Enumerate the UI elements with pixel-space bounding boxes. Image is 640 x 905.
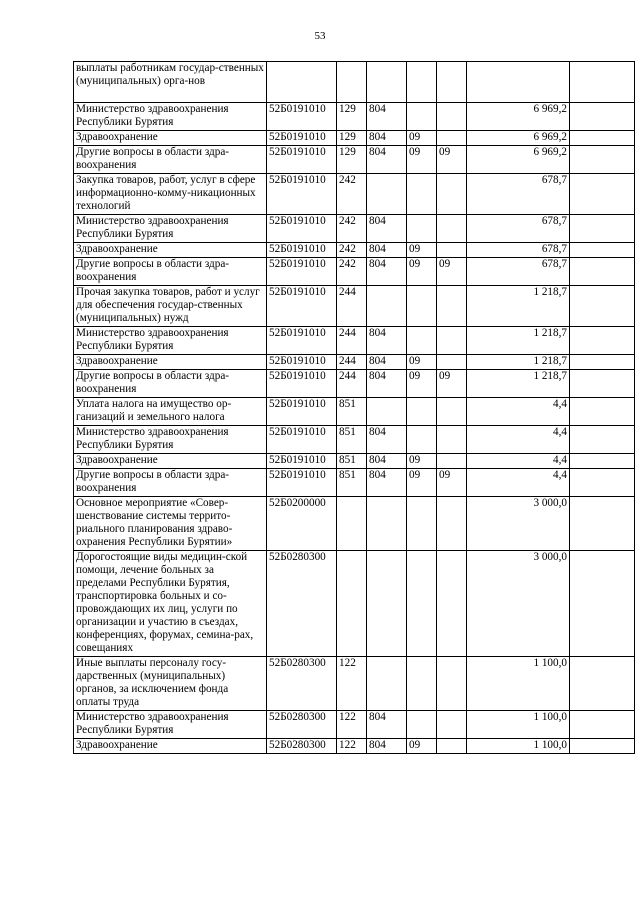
cell-target-article: 52Б0191010: [267, 286, 337, 327]
cell-ministry-code: 804: [367, 243, 407, 258]
cell-target-article: 52Б0191010: [267, 454, 337, 469]
cell-expense-type: [337, 62, 367, 103]
cell-amount: 1 218,7: [467, 327, 570, 355]
table-row: [74, 131, 635, 146]
cell-subsection: [437, 355, 467, 370]
cell-ministry-code: 804: [367, 258, 407, 286]
cell-subsection: [437, 657, 467, 711]
cell-name: Министерство здравоохранения Республики Бурятия: [74, 711, 267, 739]
cell-ministry-code: 804: [367, 146, 407, 174]
cell-ministry-code: 804: [367, 370, 407, 398]
cell-extra: [570, 497, 635, 551]
cell-expense-type: 122: [337, 711, 367, 739]
table-row: [74, 370, 635, 398]
cell-section: 09: [407, 146, 437, 174]
cell-section: [407, 215, 437, 243]
cell-amount: 678,7: [467, 258, 570, 286]
cell-target-article: 52Б0191010: [267, 426, 337, 454]
cell-extra: [570, 657, 635, 711]
cell-ministry-code: 804: [367, 739, 407, 754]
cell-name: Уплата налога на имущество ор-ганизаций и земельного налога: [74, 398, 267, 426]
cell-extra: [570, 286, 635, 327]
cell-section: [407, 327, 437, 355]
cell-expense-type: 851: [337, 398, 367, 426]
cell-amount: 1 218,7: [467, 286, 570, 327]
cell-extra: [570, 739, 635, 754]
cell-name: Министерство здравоохранения Республики Бурятия: [74, 215, 267, 243]
cell-section: 09: [407, 370, 437, 398]
cell-target-article: 52Б0191010: [267, 243, 337, 258]
cell-name: Здравоохранение: [74, 131, 267, 146]
cell-name: Министерство здравоохранения Республики Бурятия: [74, 327, 267, 355]
cell-ministry-code: 804: [367, 215, 407, 243]
cell-subsection: [437, 551, 467, 657]
cell-amount: 1 100,0: [467, 739, 570, 754]
cell-target-article: 52Б0191010: [267, 355, 337, 370]
cell-subsection: 09: [437, 469, 467, 497]
cell-name: Закупка товаров, работ, услуг в сфере информационно-комму-никационных технологий: [74, 174, 267, 215]
cell-subsection: 09: [437, 146, 467, 174]
cell-extra: [570, 370, 635, 398]
cell-amount: 678,7: [467, 215, 570, 243]
cell-target-article: 52Б0191010: [267, 327, 337, 355]
cell-expense-type: 129: [337, 131, 367, 146]
cell-target-article: 52Б0191010: [267, 174, 337, 215]
cell-extra: [570, 258, 635, 286]
cell-target-article: 52Б0191010: [267, 469, 337, 497]
table-row: [74, 215, 635, 243]
cell-section: [407, 551, 437, 657]
cell-amount: [467, 62, 570, 103]
cell-name: Другие вопросы в области здра-воохранения: [74, 370, 267, 398]
cell-amount: 1 218,7: [467, 355, 570, 370]
cell-amount: 678,7: [467, 243, 570, 258]
cell-section: 09: [407, 243, 437, 258]
cell-extra: [570, 62, 635, 103]
cell-expense-type: 129: [337, 146, 367, 174]
cell-section: [407, 711, 437, 739]
cell-subsection: [437, 174, 467, 215]
cell-section: [407, 497, 437, 551]
cell-extra: [570, 146, 635, 174]
cell-amount: 678,7: [467, 174, 570, 215]
cell-expense-type: 242: [337, 243, 367, 258]
cell-amount: 4,4: [467, 454, 570, 469]
cell-ministry-code: [367, 497, 407, 551]
page-number: 53: [314, 30, 326, 42]
cell-subsection: 09: [437, 370, 467, 398]
cell-section: [407, 103, 437, 131]
cell-extra: [570, 243, 635, 258]
table-row: [74, 174, 635, 215]
cell-name: Другие вопросы в области здра-воохранения: [74, 258, 267, 286]
cell-section: [407, 286, 437, 327]
cell-target-article: 52Б0191010: [267, 398, 337, 426]
cell-amount: 1 100,0: [467, 657, 570, 711]
cell-extra: [570, 355, 635, 370]
cell-section: [407, 174, 437, 215]
cell-subsection: [437, 398, 467, 426]
cell-ministry-code: 804: [367, 469, 407, 497]
table-row: [74, 355, 635, 370]
cell-subsection: [437, 62, 467, 103]
cell-ministry-code: [367, 286, 407, 327]
table-row: [74, 739, 635, 754]
cell-expense-type: 122: [337, 739, 367, 754]
cell-expense-type: [337, 497, 367, 551]
cell-name: Дорогостоящие виды медицин-ской помощи, лечение больных за пределами Республики Бурятия, транспортировка больных и со-провождающих их лиц, услуги по организации и участию в съездах, конференциях, форумах, семина-рах, совещаниях: [74, 551, 267, 657]
cell-extra: [570, 469, 635, 497]
table-row: [74, 469, 635, 497]
table-row: [74, 426, 635, 454]
cell-target-article: 52Б0191010: [267, 146, 337, 174]
cell-amount: 3 000,0: [467, 497, 570, 551]
cell-extra: [570, 174, 635, 215]
cell-name: выплаты работникам государ-ственных (муниципальных) орга-нов: [74, 62, 267, 103]
table-row: [74, 243, 635, 258]
cell-section: 09: [407, 739, 437, 754]
cell-ministry-code: [367, 551, 407, 657]
cell-section: [407, 62, 437, 103]
cell-target-article: 52Б0280300: [267, 551, 337, 657]
cell-expense-type: 851: [337, 454, 367, 469]
table-row: [74, 327, 635, 355]
cell-subsection: [437, 215, 467, 243]
cell-section: 09: [407, 469, 437, 497]
cell-expense-type: 129: [337, 103, 367, 131]
cell-section: [407, 426, 437, 454]
table-row: [74, 551, 635, 657]
cell-amount: 3 000,0: [467, 551, 570, 657]
cell-ministry-code: 804: [367, 131, 407, 146]
table-row: [74, 711, 635, 739]
cell-extra: [570, 551, 635, 657]
cell-name: Здравоохранение: [74, 739, 267, 754]
cell-amount: 1 218,7: [467, 370, 570, 398]
table-row: [74, 258, 635, 286]
table-row: [74, 497, 635, 551]
cell-expense-type: 851: [337, 469, 367, 497]
cell-section: 09: [407, 355, 437, 370]
cell-expense-type: 244: [337, 370, 367, 398]
cell-ministry-code: 804: [367, 454, 407, 469]
cell-target-article: [267, 62, 337, 103]
cell-extra: [570, 131, 635, 146]
table-row: [74, 454, 635, 469]
cell-name: Основное мероприятие «Совер-шенствование системы террито-риального планирования здраво-охранения Республики Бурятии»: [74, 497, 267, 551]
table-row: [74, 62, 635, 103]
cell-ministry-code: 804: [367, 327, 407, 355]
cell-expense-type: 244: [337, 327, 367, 355]
budget-table: [73, 61, 635, 754]
cell-extra: [570, 215, 635, 243]
cell-extra: [570, 327, 635, 355]
cell-extra: [570, 454, 635, 469]
budget-table-body: [74, 62, 635, 754]
cell-extra: [570, 103, 635, 131]
cell-amount: 6 969,2: [467, 146, 570, 174]
cell-section: 09: [407, 258, 437, 286]
cell-name: Министерство здравоохранения Республики Бурятия: [74, 426, 267, 454]
table-row: [74, 103, 635, 131]
table-row: [74, 146, 635, 174]
cell-extra: [570, 426, 635, 454]
table-row: [74, 286, 635, 327]
cell-ministry-code: [367, 62, 407, 103]
cell-target-article: 52Б0191010: [267, 215, 337, 243]
cell-amount: 4,4: [467, 426, 570, 454]
cell-subsection: [437, 426, 467, 454]
cell-amount: 4,4: [467, 469, 570, 497]
cell-name: Здравоохранение: [74, 454, 267, 469]
cell-name: Иные выплаты персоналу госу-дарственных (муниципальных) органов, за исключением фонда оплаты труда: [74, 657, 267, 711]
cell-expense-type: 122: [337, 657, 367, 711]
cell-target-article: 52Б0200000: [267, 497, 337, 551]
cell-name: Другие вопросы в области здра-воохранения: [74, 146, 267, 174]
cell-target-article: 52Б0191010: [267, 131, 337, 146]
table-row: [74, 657, 635, 711]
cell-subsection: [437, 243, 467, 258]
cell-subsection: [437, 327, 467, 355]
cell-expense-type: 244: [337, 286, 367, 327]
cell-amount: 1 100,0: [467, 711, 570, 739]
cell-section: 09: [407, 131, 437, 146]
cell-subsection: [437, 286, 467, 327]
cell-target-article: 52Б0280300: [267, 711, 337, 739]
cell-section: [407, 398, 437, 426]
cell-subsection: [437, 711, 467, 739]
cell-target-article: 52Б0191010: [267, 103, 337, 131]
cell-target-article: 52Б0280300: [267, 739, 337, 754]
cell-ministry-code: 804: [367, 355, 407, 370]
cell-section: 09: [407, 454, 437, 469]
cell-extra: [570, 398, 635, 426]
cell-amount: 4,4: [467, 398, 570, 426]
cell-expense-type: 242: [337, 174, 367, 215]
cell-ministry-code: 804: [367, 711, 407, 739]
cell-ministry-code: [367, 398, 407, 426]
cell-ministry-code: [367, 657, 407, 711]
cell-subsection: [437, 497, 467, 551]
cell-expense-type: 242: [337, 215, 367, 243]
cell-subsection: [437, 454, 467, 469]
cell-extra: [570, 711, 635, 739]
cell-expense-type: 851: [337, 426, 367, 454]
cell-expense-type: 242: [337, 258, 367, 286]
cell-name: Здравоохранение: [74, 243, 267, 258]
cell-target-article: 52Б0191010: [267, 370, 337, 398]
table-row: [74, 398, 635, 426]
cell-target-article: 52Б0191010: [267, 258, 337, 286]
cell-expense-type: 244: [337, 355, 367, 370]
cell-name: Здравоохранение: [74, 355, 267, 370]
cell-name: Прочая закупка товаров, работ и услуг для обеспечения государ-ственных (муниципальных) нужд: [74, 286, 267, 327]
cell-subsection: [437, 131, 467, 146]
cell-expense-type: [337, 551, 367, 657]
cell-ministry-code: 804: [367, 426, 407, 454]
cell-section: [407, 657, 437, 711]
cell-name: Другие вопросы в области здра-воохранения: [74, 469, 267, 497]
cell-subsection: [437, 103, 467, 131]
cell-amount: 6 969,2: [467, 103, 570, 131]
cell-ministry-code: 804: [367, 103, 407, 131]
cell-target-article: 52Б0280300: [267, 657, 337, 711]
cell-subsection: [437, 739, 467, 754]
cell-subsection: 09: [437, 258, 467, 286]
cell-amount: 6 969,2: [467, 131, 570, 146]
cell-ministry-code: [367, 174, 407, 215]
cell-name: Министерство здравоохранения Республики Бурятия: [74, 103, 267, 131]
